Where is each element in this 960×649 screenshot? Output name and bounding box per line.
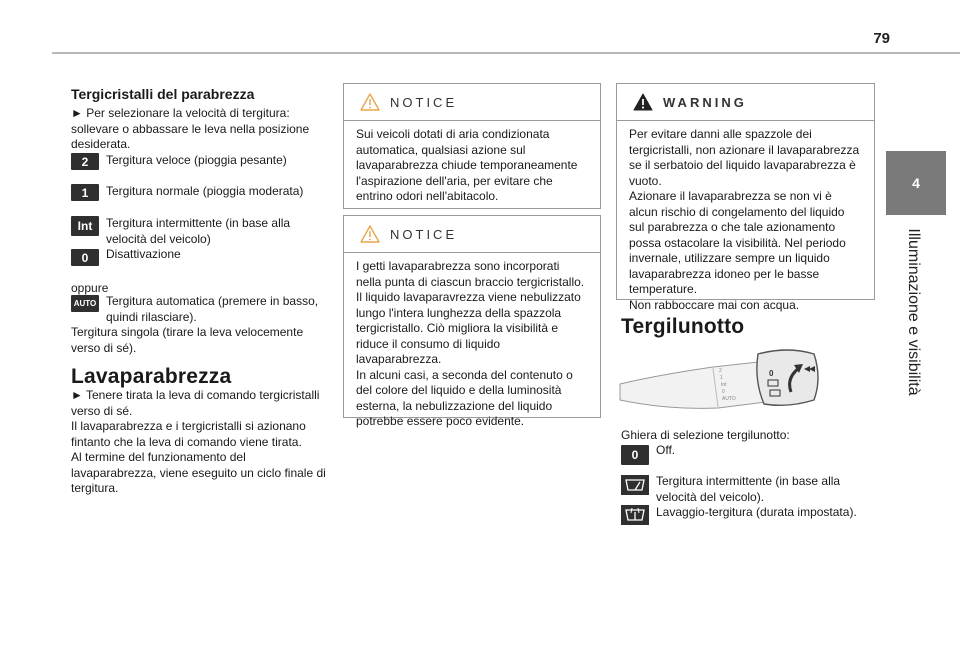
notice-box-2 (343, 215, 601, 428)
washer-text: ► Tenere tirata la leva di comando tergicristalli verso di sé. Il lavaparabrezza e i tergicristalli si azionano fintanto che la leva di comando viene tirata. Al termine del funzionamento del lavaparabrezza, viene eseguito un ciclo finale di tergitura. (71, 388, 326, 495)
rear-off-label: Off. (656, 443, 676, 457)
rear-wash-wipe-label: Lavaggio-tergitura (durata impostata). (656, 505, 857, 519)
rear-intermittent-icon (621, 475, 649, 495)
single-wipe-text: Tergitura singola (tirare la leva velocemente verso di sé). (71, 325, 304, 355)
warning-triangle-icon (360, 225, 380, 243)
speed-2-badge: 2 (71, 153, 99, 170)
notice-1-title: NOTICE (390, 94, 458, 110)
wipers-title: Tergicristalli del parabrezza (71, 86, 255, 102)
lever-label-1: 1 (720, 375, 723, 381)
page-number: 79 (873, 30, 890, 47)
chapter-title: Illuminazione e visibilità (905, 228, 922, 396)
lever-label-auto: AUTO (722, 396, 736, 402)
speed-1-label: Tergitura normale (pioggia moderata) (106, 184, 304, 198)
speed-2-label: Tergitura veloce (pioggia pesante) (106, 153, 287, 167)
warning-box (616, 83, 875, 312)
ring-select-label: Ghiera di selezione tergilunotto: (621, 428, 790, 442)
ring-label-0: 0 (769, 369, 774, 378)
warning-text: Per evitare danni alle spazzole dei tergicristalli, non azionare il lavaparabrezza se il serbatoio del liquido lavaparabrezza è vuoto. Azionare il lavaparabrezza se non vi è alcun rischio di congelamento del liquido sul parabrezza o che tale azionamento possa ostacolare la visibilità. Nel periodo invernale, utilizzare sempre un liquido lavaparabrezza idoneo per le basse temperature. Non rabboccare mai con acqua. (629, 127, 860, 312)
intermittent-label: Tergitura intermittente (in base alla velocità del veicolo) (106, 216, 291, 246)
notice-1-text: Sui veicoli dotati di aria condizionata automatica, qualsiasi azione sul lavaparabrezza chiude temporaneamente l'aspirazione dell'aria, per evitare che entrino odori nell'abitacolo. (356, 127, 578, 203)
speed-1-badge: 1 (71, 184, 99, 201)
auto-badge: AUTO (71, 295, 99, 312)
lever-label-2: 2 (719, 368, 722, 374)
lever-label-0: 0 (722, 389, 725, 395)
notice-box-1 (343, 83, 601, 209)
rear-wash-wipe-icon (621, 505, 649, 525)
rear-intermittent-label: Tergitura intermittente (in base alla velocità del veicolo). (656, 474, 841, 504)
washer-title: Lavaparabrezza (71, 365, 232, 388)
auto-label: Tergitura automatica (premere in basso, quindi rilasciare). (106, 294, 319, 324)
rear-off-badge: 0 (621, 445, 649, 465)
chapter-tab: 4 (886, 151, 946, 215)
intermittent-badge: Int (71, 216, 99, 236)
header-rule (52, 52, 960, 54)
lever-label-int: Int (721, 382, 727, 388)
oppure-text: oppure (71, 281, 109, 295)
off-label: Disattivazione (106, 247, 181, 261)
notice-2-title: NOTICE (390, 226, 458, 242)
off-badge: 0 (71, 249, 99, 266)
rear-wiper-stalk-illustration (618, 342, 823, 418)
warning-filled-icon (633, 93, 653, 111)
notice-2-text: I getti lavaparabrezza sono incorporati nella punta di ciascun braccio tergicristallo. Il liquido lavaparavrezza viene nebulizzato lungo l'intera lunghezza della spazzola tergicristallo. Ciò migliora la visibilità e riduce il consumo di liquido lavaparabrezza. In alcuni casi, a seconda del contenuto o del colore del liquido e della luminosità esterna, la nebulizzazione del liquido potrebbe essere poco evidente. (356, 259, 585, 428)
warning-title: WARNING (663, 94, 747, 110)
rear-wiper-title: Tergilunotto (621, 315, 745, 338)
wipers-intro: ► Per selezionare la velocità di tergitura: sollevare o abbassare le leva nella posizione desiderata. (71, 106, 310, 151)
warning-triangle-icon (360, 93, 380, 111)
